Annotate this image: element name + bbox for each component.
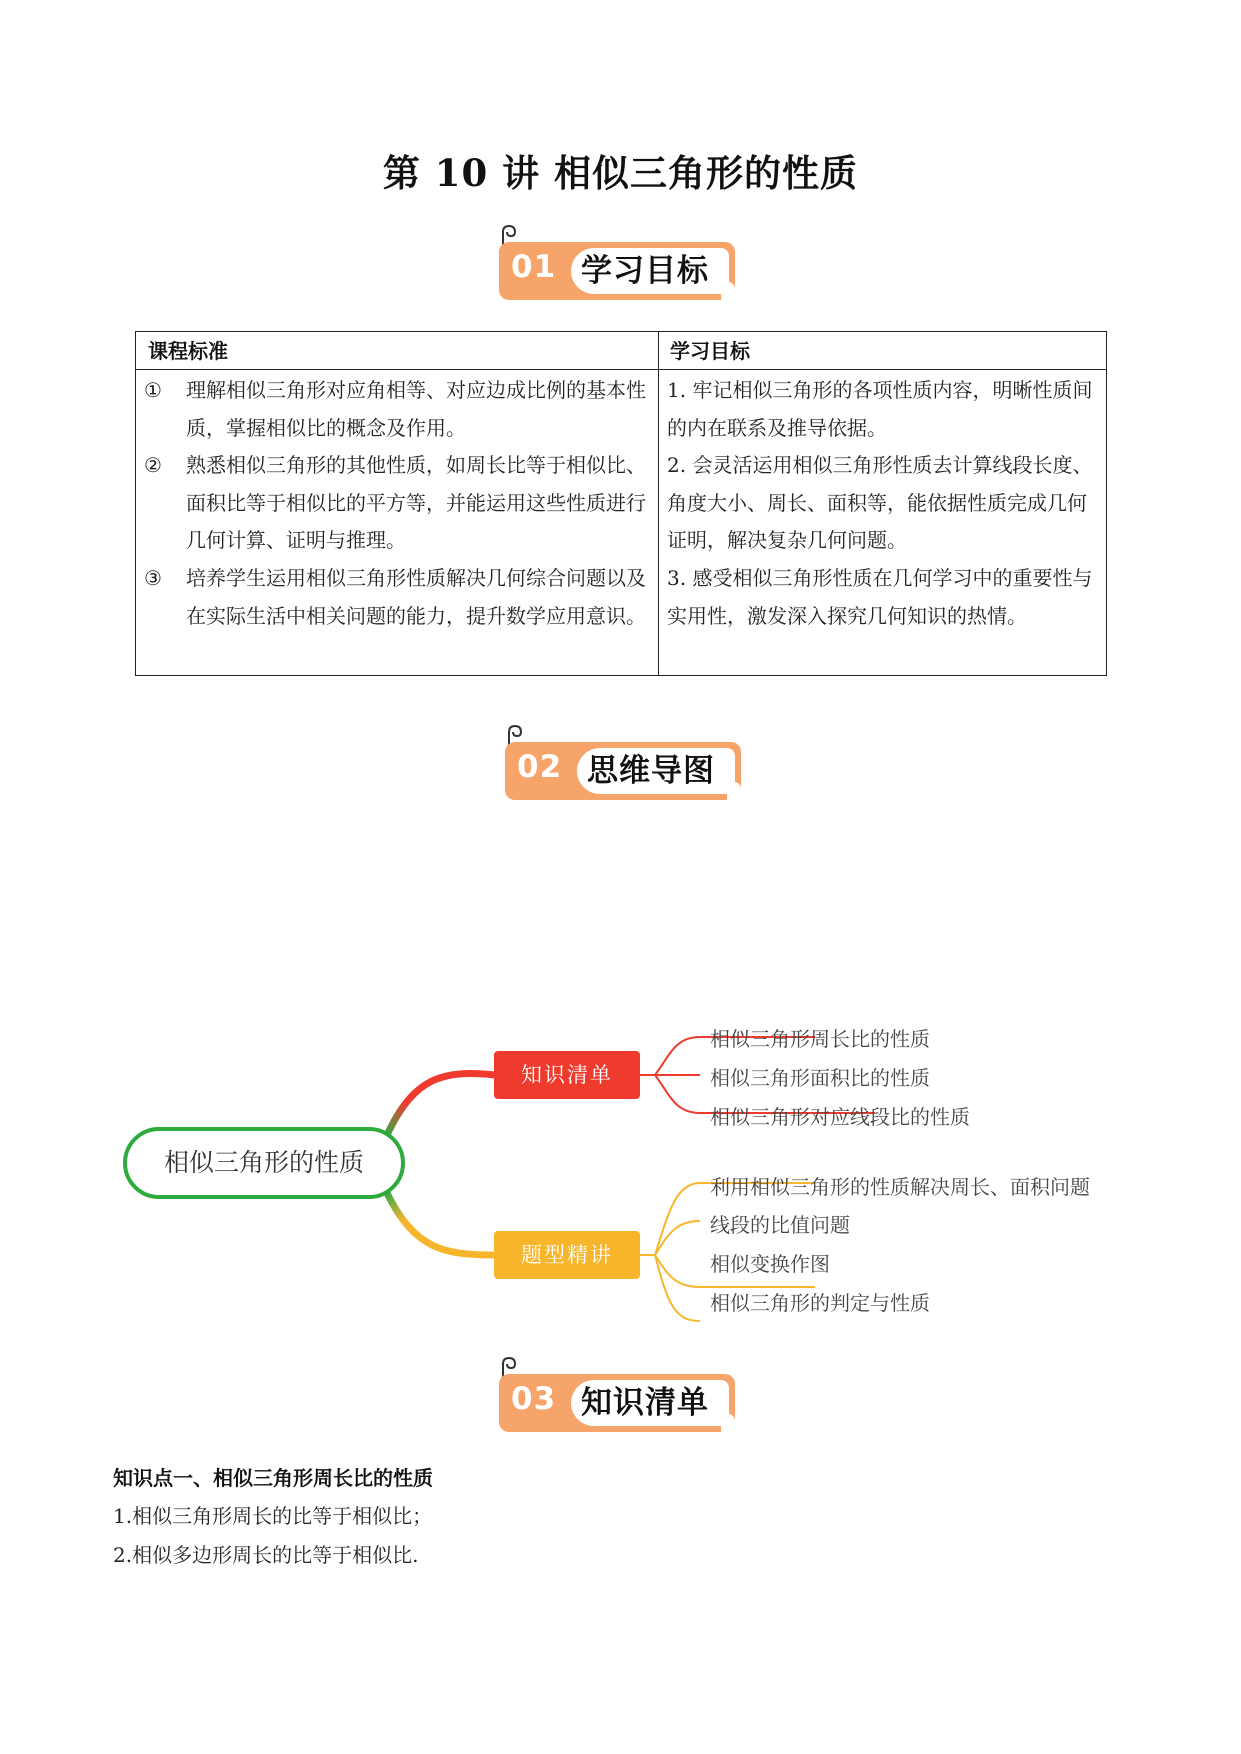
mind-map-leaf: 相似三角形面积比的性质 [710, 1066, 930, 1090]
mind-map-leaf: 相似三角形周长比的性质 [710, 1027, 930, 1051]
goal-item: 2. 会灵活运用相似三角形性质去计算线段长度、角度大小、周长、面积等，能依据性质完成几何证明，解决复杂几何问题。 [667, 453, 1093, 552]
mind-map-center-node: 相似三角形的性质 [123, 1127, 405, 1199]
mind-map-branch-question-types: 题型精讲 [494, 1231, 640, 1279]
section-number: 02 [517, 749, 563, 785]
mind-map-branch-knowledge: 知识清单 [494, 1051, 640, 1099]
standard-mark: ① [144, 378, 162, 402]
standard-text: 熟悉相似三角形的其他性质，如周长比等于相似比、面积比等于相似比的平方等，并能运用这些性质进行几何计算、证明与推理。 [186, 453, 646, 552]
standard-item [144, 447, 652, 560]
section-badge-objectives [497, 224, 737, 302]
goal-item: 1. 牢记相似三角形的各项性质内容，明晰性质间的内在联系及推导依据。 [667, 378, 1093, 440]
standard-item [144, 560, 652, 635]
header-course-standard: 课程标准 [148, 339, 228, 363]
page-title: 第 10 讲 相似三角形的性质 [382, 151, 859, 195]
objectives-table [135, 331, 1107, 676]
mind-map-leaf: 相似三角形对应线段比的性质 [710, 1105, 970, 1129]
standard-item [144, 372, 652, 447]
mind-map-leaf: 相似三角形的判定与性质 [710, 1291, 930, 1315]
section-number: 03 [511, 1381, 557, 1417]
mind-map-leaf: 相似变换作图 [710, 1252, 830, 1276]
knowledge-line: 1.相似三角形周长的比等于相似比； [113, 1504, 433, 1528]
section-number: 01 [511, 249, 557, 285]
section-badge-mindmap [503, 724, 743, 802]
section-label: 思维导图 [587, 753, 715, 789]
mind-map-leaf: 利用相似三角形的性质解决周长、面积问题 [710, 1175, 1090, 1199]
goal-item: 3. 感受相似三角形性质在几何学习中的重要性与实用性，激发深入探究几何知识的热情。 [667, 566, 1093, 628]
standard-text: 培养学生运用相似三角形性质解决几何综合问题以及在实际生活中相关问题的能力，提升数学应用意识。 [186, 566, 646, 628]
mind-map [115, 1015, 1125, 1345]
section-label: 学习目标 [581, 253, 709, 289]
section-label: 知识清单 [581, 1385, 709, 1421]
knowledge-point-title: 知识点一、相似三角形周长比的性质 [113, 1466, 433, 1490]
standard-mark: ② [144, 453, 162, 477]
mind-map-leaf: 线段的比值问题 [710, 1213, 850, 1237]
header-learning-goal: 学习目标 [670, 339, 750, 363]
knowledge-line: 2.相似多边形周长的比等于相似比. [113, 1543, 419, 1567]
section-badge-knowledge [497, 1356, 737, 1434]
standard-text: 理解相似三角形对应角相等、对应边成比例的基本性质，掌握相似比的概念及作用。 [186, 378, 646, 440]
standard-mark: ③ [144, 566, 162, 590]
